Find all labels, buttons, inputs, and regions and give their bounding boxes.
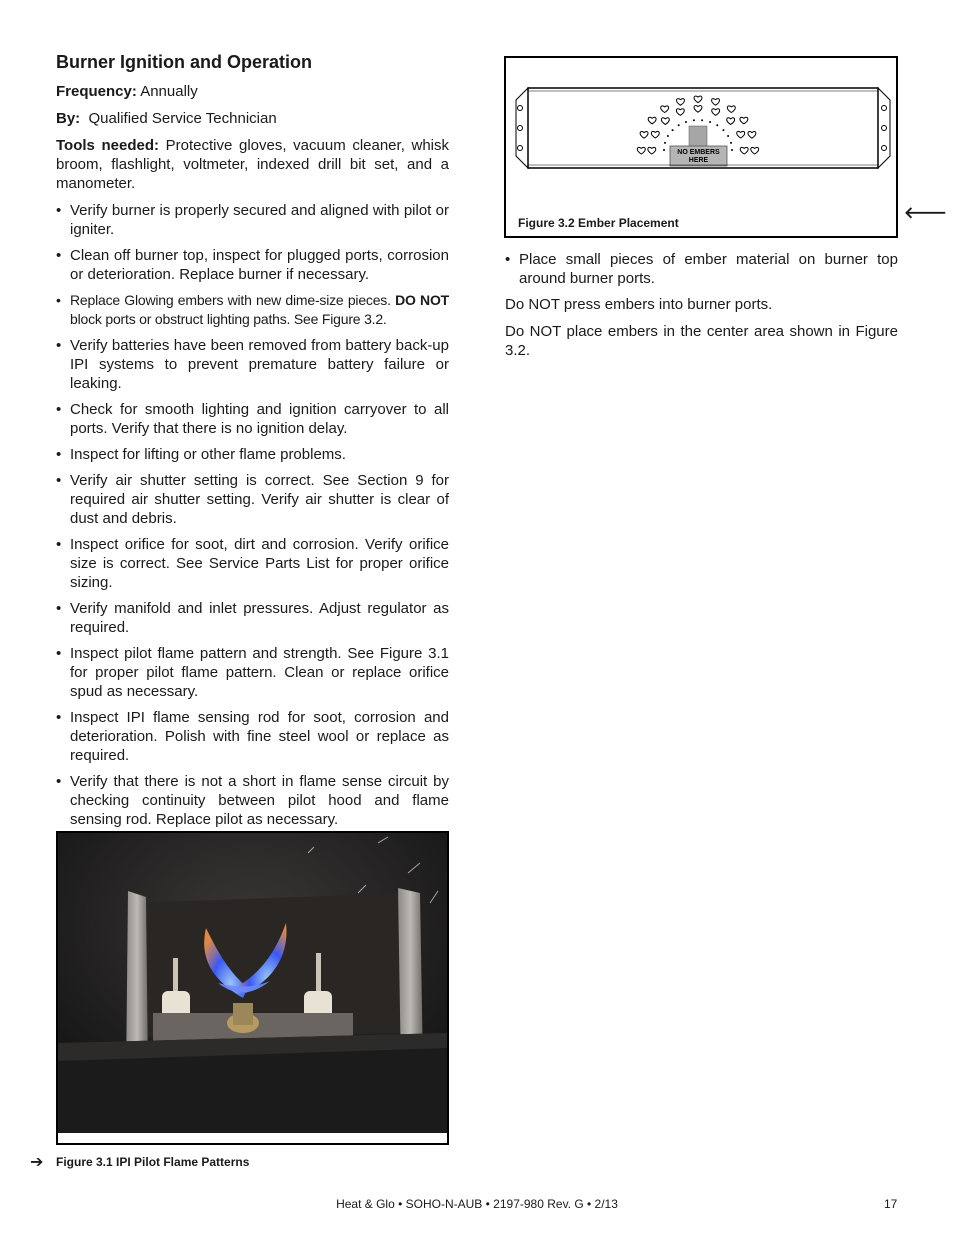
arrow-right-icon: ➔ [30,1154,44,1171]
port-dot [664,142,666,144]
frequency-line: Frequency: Annually [56,83,198,100]
list-item: • Inspect pilot flame pattern and strength. See Figure 3.1 for proper pilot flame pattern. Clean or replace orifice spud as necessary. [56,644,449,701]
port-dot [663,149,665,151]
port-dot [667,135,669,137]
by-line: By: Qualified Service Technician [56,110,277,127]
right-column [505,250,898,368]
ember-icon [661,106,669,113]
ember-icon [648,117,656,124]
port-dot [693,119,695,121]
figure-3-1-caption: Figure 3.1 IPI Pilot Flame Patterns [56,1155,250,1169]
ember-icon [637,147,645,154]
list-item: • Verify batteries have been removed from battery back-up IPI systems to prevent premature battery failure or leaking. [56,336,449,393]
ember-icon [712,99,720,106]
ember-icon [640,132,648,139]
section-title: Burner Ignition and Operation [56,52,312,72]
no-embers-label-2: HERE [688,157,709,164]
ember-icon [661,118,669,125]
list-item: • Verify manifold and inlet pressures. Adjust regulator as required. [56,599,449,637]
tools-line: Tools needed: Protective gloves, vacuum cleaner, whisk broom, flashlight, voltmeter, indexed drill bit set, and a manometer. [56,137,449,192]
list-item: • Check for smooth lighting and ignition carryover to all ports. Verify that there is no ignition delay. [56,400,449,438]
warning-press-embers: Do NOT press embers into burner ports. [505,296,773,313]
ember-icon [676,109,684,116]
port-dot [727,135,729,137]
list-item: • Inspect for lifting or other flame problems. [56,445,449,464]
port-dot [672,129,674,131]
burner-diagram [506,58,896,236]
left-column [56,50,449,836]
warning-center-area: Do NOT place embers in the center area shown in Figure 3.2. [505,323,898,359]
ember-icon [648,147,656,154]
figure-3-2-caption: Figure 3.2 Ember Placement [518,216,679,230]
port-dot [731,149,733,151]
ember-icon [677,99,685,106]
port-dot [716,124,718,126]
port-dot [685,121,687,123]
ember-icon [740,147,748,154]
ember-icon [712,109,720,116]
list-item: • Inspect orifice for soot, dirt and corrosion. Verify orifice size is correct. See Service Parts List for proper orifice sizing. [56,535,449,592]
ember-icon [737,131,745,138]
no-embers-label-1: NO EMBERS [677,149,720,156]
pilot-flame-photo [56,831,449,1145]
list-item: • Verify air shutter setting is correct. See Section 9 for required air shutter setting. Verify air shutter is clear of dust and debris. [56,471,449,528]
port-dot [730,142,732,144]
ember-placement-diagram [504,56,898,238]
ember-icon [694,96,702,103]
ember-icon [694,106,702,113]
port-dot [709,121,711,123]
list-item: • Verify that there is not a short in flame sense circuit by checking continuity between pilot hood and flame sensing rod. Replace pilot as necessary. [56,772,449,829]
page-number: 17 [884,1197,898,1211]
ember-icon [748,132,756,139]
maintenance-list [56,201,449,829]
ember-icon [740,117,748,124]
ember-list [505,250,898,288]
ember-icon [727,106,735,113]
port-dot [701,119,703,121]
ember-icon [727,118,735,125]
list-item: • Clean off burner top, inspect for plugged ports, corrosion or deterioration. Replace burner if necessary. [56,246,449,284]
port-dot [722,129,724,131]
ember-icon [651,131,659,138]
footer-doc-info: Heat & Glo • SOHO-N-AUB • 2197-980 Rev. G • 2/13 [336,1197,618,1211]
port-dot [678,124,680,126]
list-item: • Inspect IPI flame sensing rod for soot, corrosion and deterioration. Polish with fine steel wool or replace as required. [56,708,449,765]
ember-icon [751,147,759,154]
arrow-left-icon: 🡐 [904,205,947,222]
list-item: • Place small pieces of ember material on burner top around burner ports. [505,250,898,288]
list-item: • Replace Glowing embers with new dime-size pieces. DO NOT block ports or obstruct lighting paths. See Figure 3.2. [56,291,449,329]
pilot-flame-illustration [58,833,447,1133]
list-item: • Verify burner is properly secured and aligned with pilot or igniter. [56,201,449,239]
